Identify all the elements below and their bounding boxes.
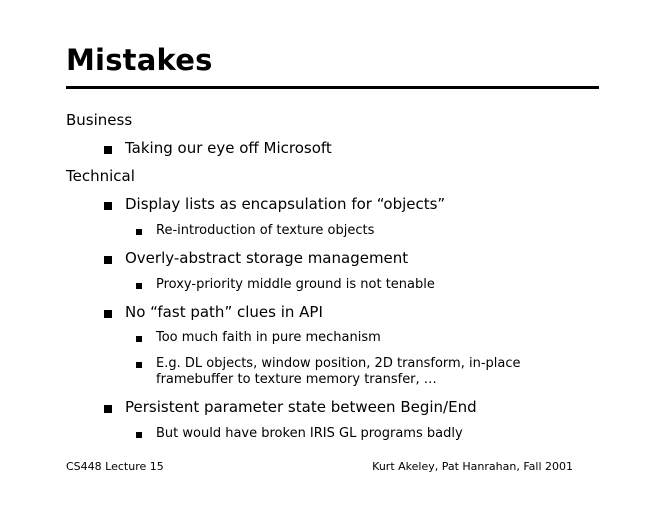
bullet-item: Persistent parameter state between Begin/End: [125, 398, 477, 416]
sub-bullet-item: Re-introduction of texture objects: [156, 223, 375, 238]
square-subbullet-icon: [136, 432, 142, 438]
square-bullet-icon: [104, 202, 112, 210]
section-heading-business: Business: [66, 111, 133, 129]
bullet-item: Display lists as encapsulation for “objects”: [125, 195, 446, 213]
sub-bullet-item: Proxy-priority middle ground is not tenable: [156, 277, 435, 292]
title-divider: [66, 86, 599, 89]
bullet-item: No “fast path” clues in API: [125, 303, 323, 321]
bullet-item: Overly-abstract storage management: [125, 249, 409, 267]
slide-title: Mistakes: [66, 43, 213, 77]
square-bullet-icon: [104, 256, 112, 264]
bullet-item: Taking our eye off Microsoft: [125, 139, 332, 157]
square-subbullet-icon: [136, 336, 142, 342]
square-subbullet-icon: [136, 362, 142, 368]
square-bullet-icon: [104, 146, 112, 154]
square-bullet-icon: [104, 310, 112, 318]
square-subbullet-icon: [136, 229, 142, 235]
square-subbullet-icon: [136, 283, 142, 289]
sub-bullet-item: E.g. DL objects, window position, 2D transform, in-place framebuffer to texture memory transfer, …: [156, 356, 521, 387]
square-bullet-icon: [104, 405, 112, 413]
sub-bullet-item: Too much faith in pure mechanism: [156, 330, 381, 345]
sub-bullet-item: But would have broken IRIS GL programs badly: [156, 426, 463, 441]
footer-course: CS448 Lecture 15: [66, 460, 164, 473]
section-heading-technical: Technical: [66, 167, 135, 185]
footer-authors: Kurt Akeley, Pat Hanrahan, Fall 2001: [372, 460, 573, 473]
